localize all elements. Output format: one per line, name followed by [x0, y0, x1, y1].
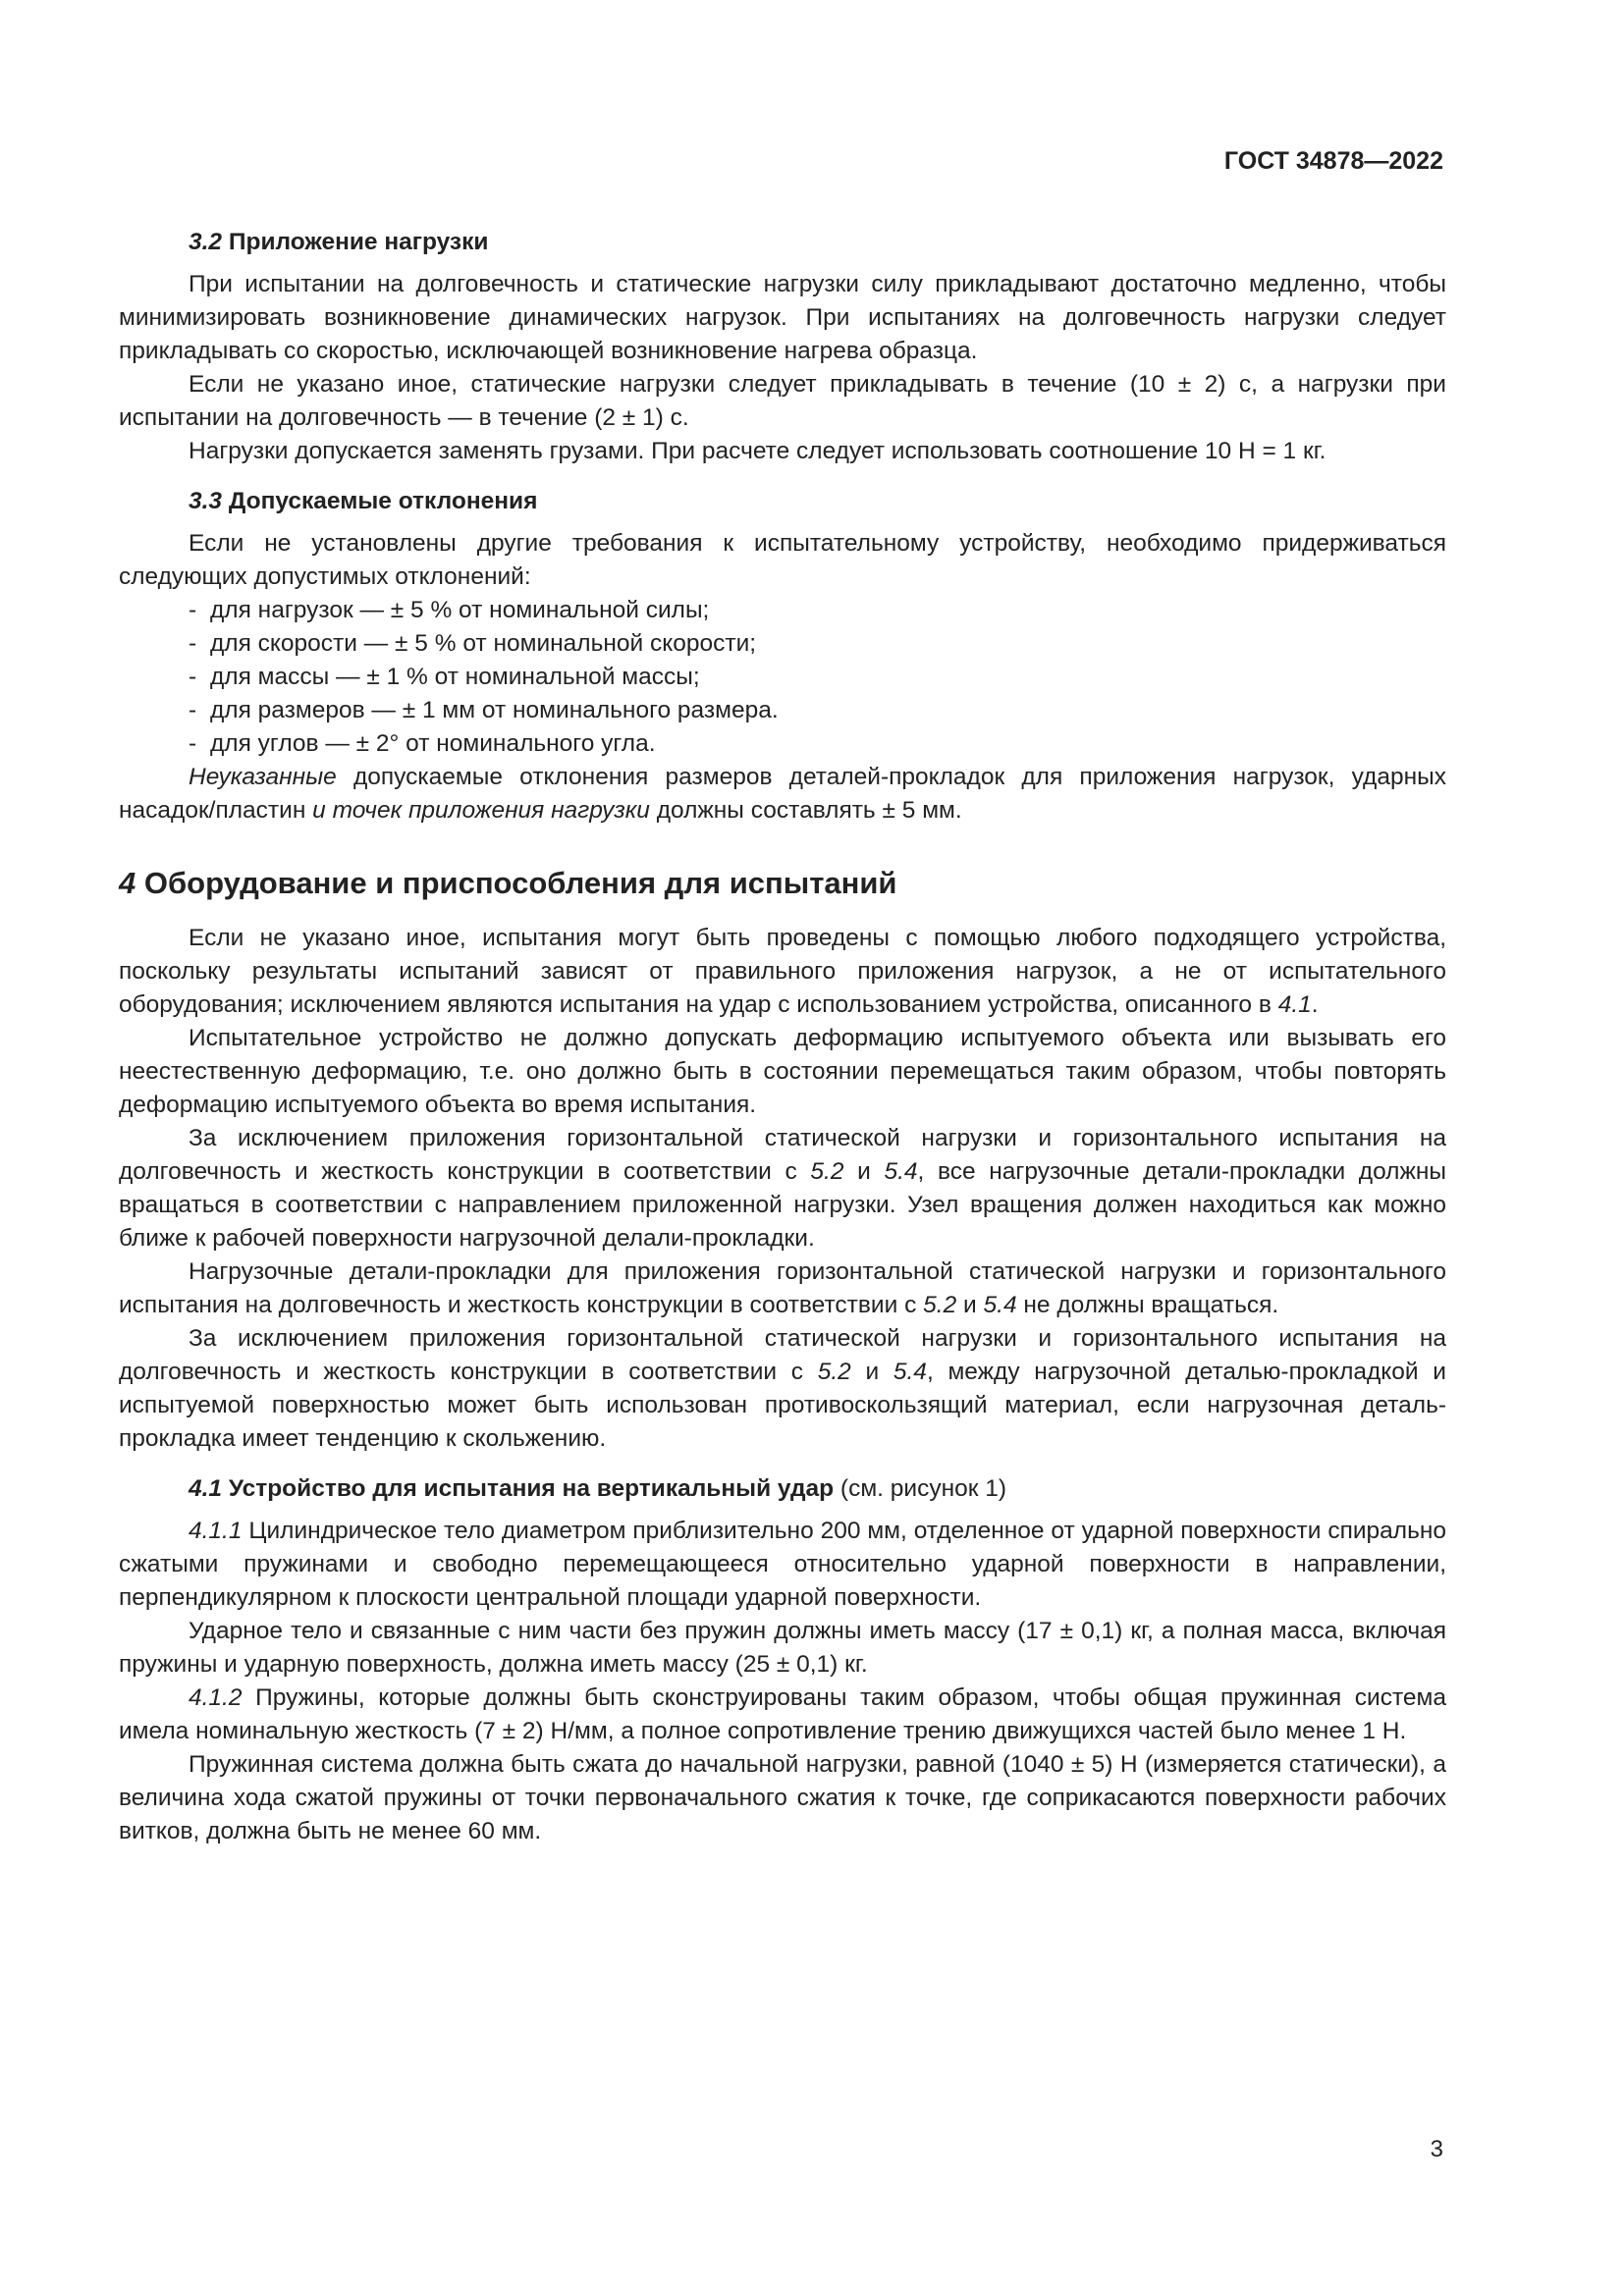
text-run: .: [1311, 991, 1319, 1018]
text-run: Цилиндрическое тело диаметром приблизительно 200 мм, отделенное от ударной поверхности спирально сжатыми пружинами и свободно перемещающееся относительно ударной поверхности в направлении, перпендикулярном к плоскости центральной площади ударной поверхности.: [119, 1518, 1446, 1611]
clause-reference: 5.4: [983, 1292, 1017, 1318]
page-number: 3: [1430, 2136, 1443, 2163]
paragraph: [119, 1682, 1446, 1748]
clause-reference: 5.4: [884, 1158, 918, 1185]
clause-number: 4.1.1: [189, 1518, 243, 1544]
section-title: Оборудование и приспособления для испытаний: [143, 866, 897, 900]
text-run: , все нагрузочные детали-прокладки должны вращаться в соответствии с направлением приложенной нагрузки. Узел вращения должен находиться как можно ближе к рабочей поверхности нагрузочной делали-прокладки.: [119, 1158, 1446, 1252]
subsection-title-note: (см. рисунок 1): [834, 1475, 1007, 1502]
text-run: и: [956, 1292, 984, 1318]
subsection-title: Допускаемые отклонения: [228, 488, 538, 514]
clause-reference: 5.2: [817, 1359, 851, 1385]
paragraph: [119, 1322, 1446, 1456]
list-item: - для углов — ± 2° от номинального угла.: [189, 727, 1446, 761]
list-item: - для массы — ± 1 % от номинальной массы;: [189, 661, 1446, 694]
list-item: - для скорости — ± 5 % от номинальной скорости;: [189, 627, 1446, 661]
paragraph: Ударное тело и связанные с ним части без пружин должны иметь массу (17 ± 0,1) кг, а полная масса, включая пружины и ударную поверхность, должна иметь массу (25 ± 0,1) кг.: [119, 1618, 1446, 1678]
section-number: 4: [119, 866, 136, 900]
text-run: За исключением приложения горизонтальной статической нагрузки и горизонтального испытания на долговечность и жесткость конструкции в соответствии с: [119, 1125, 1446, 1185]
subsection-heading-3-3: [119, 485, 1446, 518]
paragraph: [119, 922, 1446, 1022]
text-run: и: [843, 1158, 885, 1185]
italic-term: и точек приложения нагрузки: [312, 797, 650, 824]
paragraph: Если не указано иное, статические нагрузки следует прикладывать в течение (10 ± 2) с, а нагрузки при испытании на долговечность — в течение (2 ± 1) с.: [119, 371, 1446, 431]
text-run: и: [850, 1359, 893, 1385]
italic-term: Неуказанные: [189, 764, 337, 790]
list-item: - для размеров — ± 1 мм от номинального размера.: [189, 694, 1446, 727]
text-run: Пружины, которые должны быть сконструированы таким образом, чтобы общая пружинная система имела номинальную жесткость (7 ± 2) Н/мм, а полное сопротивление трению движущихся частей было менее 1 Н.: [119, 1684, 1446, 1744]
text-run: Нагрузочные детали-прокладки для приложения горизонтальной статической нагрузки и горизонтального испытания на долговечность и жесткость конструкции в соответствии с: [119, 1258, 1446, 1318]
clause-reference: 5.4: [893, 1359, 927, 1385]
paragraph: Если не установлены другие требования к испытательному устройству, необходимо придерживаться следующих допустимых отклонений:: [119, 530, 1446, 590]
clause-reference: 4.1: [1277, 991, 1312, 1018]
clause-reference: 5.2: [810, 1158, 844, 1185]
text-run: За исключением приложения горизонтальной статической нагрузки и горизонтального испытания на долговечность и жесткость конструкции в соответствии с: [119, 1325, 1446, 1385]
paragraph: Пружинная система должна быть сжата до начальной нагрузки, равной (1040 ± 5) Н (измеряется статически), а величина хода сжатой пружины от точки первоначального сжатия к точке, где соприкасаются поверхности рабочих витков, должна быть не менее 60 мм.: [119, 1751, 1446, 1844]
text-run: допускаемые отклонения размеров деталей-прокладок для приложения нагрузок, ударных насадок/пластин: [119, 764, 1446, 824]
text-run: должны составлять ± 5 мм.: [649, 797, 962, 824]
clause-reference: 5.2: [923, 1292, 957, 1318]
clause-number: 4.1.2: [189, 1684, 243, 1711]
tolerance-list: [119, 594, 1446, 761]
subsection-title: Устройство для испытания на вертикальный удар: [228, 1475, 835, 1502]
subsection-number: 3.2: [189, 229, 223, 255]
list-item: - для нагрузок — ± 5 % от номинальной силы;: [189, 594, 1446, 627]
paragraph: Испытательное устройство не должно допускать деформацию испытуемого объекта или вызывать его неестественную деформацию, т.е. оно должно быть в состоянии перемещаться таким образом, чтобы повторять деформацию испытуемого объекта во время испытания.: [119, 1025, 1446, 1118]
paragraph: Нагрузки допускается заменять грузами. При расчете следует использовать соотношение 10 Н = 1 кг.: [189, 438, 1326, 464]
text-run: не должны вращаться.: [1016, 1292, 1279, 1318]
subsection-heading-3-2: [119, 226, 1446, 259]
subsection-number: 4.1: [189, 1475, 223, 1502]
text-run: , между нагрузочной деталью-прокладкой и испытуемой поверхностью может быть использован противоскользящий материал, если нагрузочная деталь-прокладка имеет тенденцию к скольжению.: [119, 1359, 1446, 1452]
subsection-heading-4-1: [119, 1472, 1446, 1506]
subsection-title: Приложение нагрузки: [228, 229, 489, 255]
text-run: Если не указано иное, испытания могут быть проведены с помощью любого подходящего устройства, поскольку результаты испытаний зависят от правильного приложения нагрузок, а не от испытательного оборудования; исключением являются испытания на удар с использованием устройства, описанного в: [119, 925, 1446, 1018]
paragraph: [119, 761, 1446, 828]
paragraph: [119, 1515, 1446, 1615]
paragraph: [119, 1255, 1446, 1322]
paragraph: [119, 1122, 1446, 1255]
document-code: ГОСТ 34878—2022: [1223, 147, 1443, 175]
paragraph: При испытании на долговечность и статические нагрузки силу прикладывают достаточно медленно, чтобы минимизировать возникновение динамических нагрузок. При испытаниях на долговечность нагрузки следует прикладывать со скоростью, исключающей возникновение нагрева образца.: [119, 271, 1446, 364]
subsection-number: 3.3: [189, 488, 223, 514]
section-heading-4: [119, 865, 1446, 902]
document-body: [119, 226, 1446, 1848]
